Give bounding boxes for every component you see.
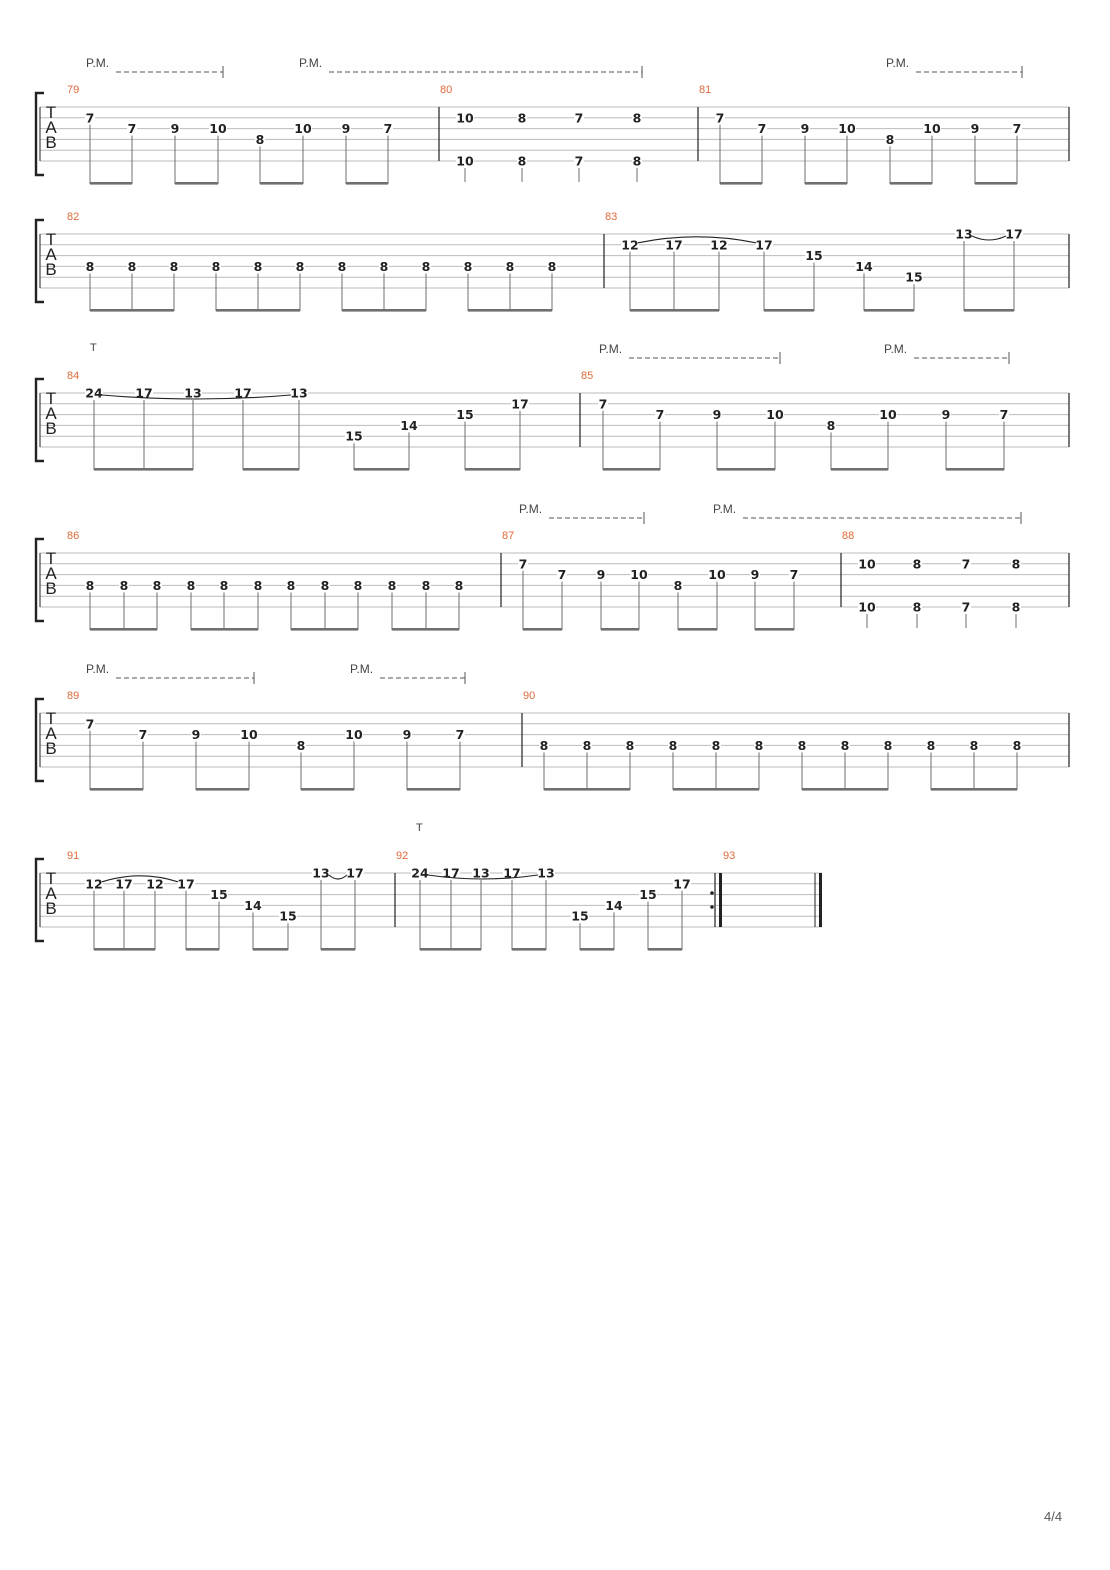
beam	[354, 468, 409, 471]
fret-number: 9	[941, 407, 951, 423]
fret-number: 8	[337, 258, 347, 274]
fret-number: 10	[630, 567, 648, 583]
palm-mute-label: P.M.	[86, 56, 110, 70]
fret-number: 17	[177, 876, 195, 892]
fret-number: 8	[668, 737, 678, 753]
fret-number: 8	[295, 258, 305, 274]
fret-number: 8	[582, 737, 592, 753]
fret-number: 13	[537, 865, 555, 881]
tab-clef-letter: A	[45, 564, 57, 583]
fret-number: 7	[518, 556, 528, 572]
fret-number: 7	[655, 407, 665, 423]
beam	[407, 788, 460, 791]
fret-number: 8	[517, 153, 527, 169]
fret-number: 8	[253, 577, 263, 593]
fret-number: 8	[387, 577, 397, 593]
fret-number: 15	[210, 887, 228, 903]
beam	[291, 628, 358, 631]
fret-number: 10	[456, 110, 474, 126]
fret-number: 7	[574, 153, 584, 169]
measure-number: 92	[396, 850, 409, 862]
fret-number: 8	[85, 258, 95, 274]
tab-clef-letter: B	[45, 739, 57, 758]
fret-number: 8	[673, 577, 683, 593]
fret-number: 17	[511, 396, 529, 412]
fret-number: 10	[708, 567, 726, 583]
fret-number: 7	[1012, 121, 1022, 137]
staff-system	[36, 502, 1069, 631]
beam	[186, 948, 219, 951]
fret-number: 17	[442, 865, 460, 881]
fret-number: 10	[766, 407, 784, 423]
fret-number: 8	[255, 131, 265, 147]
fret-number: 17	[665, 237, 683, 253]
beam	[468, 309, 552, 312]
palm-mute-label: P.M.	[713, 502, 737, 516]
fret-number: 12	[621, 237, 639, 253]
fret-number: 15	[345, 428, 363, 444]
fret-number: 10	[456, 153, 474, 169]
staff-system	[36, 211, 1069, 312]
repeat-dot	[710, 891, 714, 895]
fret-number: 8	[421, 258, 431, 274]
fret-number: 17	[346, 865, 364, 881]
beam	[648, 948, 682, 951]
fret-number: 15	[456, 407, 474, 423]
staff-system	[36, 662, 1069, 791]
beam	[243, 468, 299, 471]
fret-number: 9	[341, 121, 351, 137]
fret-number: 8	[127, 258, 137, 274]
staff-system	[36, 56, 1069, 185]
fret-number: 7	[127, 121, 137, 137]
fret-number: 8	[1011, 556, 1021, 572]
beam	[831, 468, 888, 471]
repeat-dot	[710, 905, 714, 909]
palm-mute-label: P.M.	[886, 56, 910, 70]
fret-number: 9	[402, 727, 412, 743]
beam	[630, 309, 719, 312]
beam	[975, 182, 1017, 185]
beam	[321, 948, 355, 951]
fret-number: 17	[503, 865, 521, 881]
fret-number: 24	[85, 385, 103, 401]
tab-clef-letter: T	[45, 549, 57, 568]
tab-clef-letter: T	[45, 389, 57, 408]
fret-number: 12	[85, 876, 103, 892]
tab-clef-letter: B	[45, 133, 57, 152]
fret-number: 8	[547, 258, 557, 274]
fret-number: 10	[923, 121, 941, 137]
fret-number: 17	[673, 876, 691, 892]
beam	[392, 628, 459, 631]
fret-number: 12	[146, 876, 164, 892]
fret-number: 17	[1005, 226, 1023, 242]
fret-number: 14	[244, 897, 262, 913]
tab-clef-letter: A	[45, 118, 57, 137]
tab-clef-letter: A	[45, 724, 57, 743]
slur	[638, 237, 756, 243]
beam	[253, 948, 288, 951]
fret-number: 8	[353, 577, 363, 593]
measure-number: 82	[67, 211, 80, 223]
tab-clef-letter: A	[45, 884, 57, 903]
fret-number: 14	[855, 258, 873, 274]
fret-number: 8	[169, 258, 179, 274]
beam	[175, 182, 218, 185]
fret-number: 8	[85, 577, 95, 593]
beam	[890, 182, 932, 185]
fret-number: 8	[840, 737, 850, 753]
tab-clef-letter: T	[45, 709, 57, 728]
fret-number: 7	[557, 567, 567, 583]
beam	[864, 309, 914, 312]
fret-number: 7	[455, 727, 465, 743]
measure-number: 79	[67, 84, 80, 96]
palm-mute-label: P.M.	[599, 342, 623, 356]
beam	[94, 948, 155, 951]
fret-number: 8	[421, 577, 431, 593]
fret-number: 9	[970, 121, 980, 137]
fret-number: 13	[184, 385, 202, 401]
fret-number: 8	[219, 577, 229, 593]
beam	[601, 628, 639, 631]
fret-number: 8	[320, 577, 330, 593]
fret-number: 8	[826, 417, 836, 433]
measure-number: 91	[67, 850, 80, 862]
measure-number: 81	[699, 84, 712, 96]
tab-clef-letter: A	[45, 404, 57, 423]
fret-number: 10	[858, 556, 876, 572]
tab-clef-letter: B	[45, 419, 57, 438]
beam	[673, 788, 759, 791]
fret-number: 8	[286, 577, 296, 593]
beam	[946, 468, 1004, 471]
fret-number: 15	[571, 908, 589, 924]
beam	[191, 628, 258, 631]
measure-number: 89	[67, 690, 80, 702]
measure-number: 84	[67, 370, 80, 382]
tab-clef-letter: T	[45, 103, 57, 122]
fret-number: 17	[234, 385, 252, 401]
fret-number: 10	[838, 121, 856, 137]
beam	[964, 309, 1014, 312]
fret-number: 8	[152, 577, 162, 593]
fret-number: 8	[711, 737, 721, 753]
fret-number: 15	[279, 908, 297, 924]
beam	[196, 788, 249, 791]
fret-number: 9	[750, 567, 760, 583]
beam	[523, 628, 562, 631]
beam	[603, 468, 660, 471]
beam	[301, 788, 354, 791]
fret-number: 13	[312, 865, 330, 881]
fret-number: 7	[598, 396, 608, 412]
fret-number: 8	[211, 258, 221, 274]
fret-number: 8	[517, 110, 527, 126]
beam	[805, 182, 847, 185]
tap-label: T	[416, 822, 423, 834]
fret-number: 13	[955, 226, 973, 242]
measure-number: 87	[502, 530, 515, 542]
fret-number: 15	[805, 248, 823, 264]
fret-number: 8	[379, 258, 389, 274]
fret-number: 17	[755, 237, 773, 253]
beam	[94, 468, 193, 471]
fret-number: 8	[186, 577, 196, 593]
palm-mute-label: P.M.	[86, 662, 110, 676]
fret-number: 8	[912, 599, 922, 615]
beam	[720, 182, 762, 185]
tab-clef-letter: A	[45, 245, 57, 264]
repeat-end-barline	[719, 873, 722, 927]
fret-number: 10	[858, 599, 876, 615]
tab-clef-letter: B	[45, 260, 57, 279]
palm-mute-label: P.M.	[350, 662, 374, 676]
fret-number: 8	[625, 737, 635, 753]
fret-number: 7	[85, 716, 95, 732]
beam	[678, 628, 717, 631]
fret-number: 9	[170, 121, 180, 137]
beam	[90, 788, 143, 791]
beam	[342, 309, 426, 312]
measure-number: 90	[523, 690, 536, 702]
fret-number: 10	[209, 121, 227, 137]
fret-number: 7	[961, 556, 971, 572]
staff-system	[36, 822, 822, 951]
slur	[972, 236, 1006, 240]
palm-mute-label: P.M.	[299, 56, 323, 70]
fret-number: 8	[1012, 737, 1022, 753]
fret-number: 10	[294, 121, 312, 137]
fret-number: 8	[797, 737, 807, 753]
fret-number: 14	[605, 897, 623, 913]
palm-mute-label: P.M.	[884, 342, 908, 356]
beam	[717, 468, 775, 471]
fret-number: 9	[712, 407, 722, 423]
fret-number: 8	[454, 577, 464, 593]
tab-clef-letter: T	[45, 230, 57, 249]
fret-number: 10	[879, 407, 897, 423]
fret-number: 8	[969, 737, 979, 753]
fret-number: 7	[757, 121, 767, 137]
measure-number: 88	[842, 530, 855, 542]
beam	[90, 182, 132, 185]
fret-number: 8	[463, 258, 473, 274]
fret-number: 8	[754, 737, 764, 753]
fret-number: 8	[253, 258, 263, 274]
beam	[465, 468, 520, 471]
measure-number: 80	[440, 84, 453, 96]
beam	[512, 948, 546, 951]
fret-number: 7	[383, 121, 393, 137]
fret-number: 8	[632, 110, 642, 126]
fret-number: 8	[632, 153, 642, 169]
fret-number: 7	[715, 110, 725, 126]
beam	[764, 309, 814, 312]
fret-number: 7	[574, 110, 584, 126]
fret-number: 7	[138, 727, 148, 743]
tap-label: T	[90, 342, 97, 354]
fret-number: 8	[883, 737, 893, 753]
fret-number: 7	[85, 110, 95, 126]
fret-number: 15	[905, 269, 923, 285]
page-number: 4/4	[1044, 1509, 1063, 1524]
fret-number: 9	[191, 727, 201, 743]
beam	[90, 309, 174, 312]
fret-number: 9	[800, 121, 810, 137]
fret-number: 7	[961, 599, 971, 615]
fret-number: 8	[926, 737, 936, 753]
beam	[90, 628, 157, 631]
beam	[420, 948, 481, 951]
fret-number: 8	[1011, 599, 1021, 615]
beam	[931, 788, 1017, 791]
fret-number: 8	[912, 556, 922, 572]
beam	[260, 182, 303, 185]
palm-mute-label: P.M.	[519, 502, 543, 516]
final-barline-thick	[819, 873, 822, 927]
beam	[580, 948, 614, 951]
beam	[216, 309, 300, 312]
tab-clef-letter: B	[45, 899, 57, 918]
measure-number: 86	[67, 530, 80, 542]
beam	[544, 788, 630, 791]
beam	[755, 628, 794, 631]
slur	[102, 876, 178, 882]
fret-number: 13	[472, 865, 490, 881]
fret-number: 8	[505, 258, 515, 274]
tab-clef-letter: T	[45, 869, 57, 888]
fret-number: 17	[115, 876, 133, 892]
fret-number: 7	[789, 567, 799, 583]
fret-number: 13	[290, 385, 308, 401]
fret-number: 14	[400, 417, 418, 433]
measure-number: 85	[581, 370, 594, 382]
measure-number: 93	[723, 850, 736, 862]
fret-number: 17	[135, 385, 153, 401]
fret-number: 8	[296, 737, 306, 753]
fret-number: 8	[885, 131, 895, 147]
fret-number: 8	[119, 577, 129, 593]
staff-system	[36, 342, 1069, 471]
fret-number: 10	[240, 727, 258, 743]
tab-clef-letter: B	[45, 579, 57, 598]
fret-number: 24	[411, 865, 429, 881]
measure-number: 83	[605, 211, 618, 223]
fret-number: 15	[639, 887, 657, 903]
beam	[802, 788, 888, 791]
fret-number: 10	[345, 727, 363, 743]
fret-number: 7	[999, 407, 1009, 423]
fret-number: 12	[710, 237, 728, 253]
beam	[346, 182, 388, 185]
slur	[329, 875, 347, 879]
fret-number: 9	[596, 567, 606, 583]
fret-number: 8	[539, 737, 549, 753]
